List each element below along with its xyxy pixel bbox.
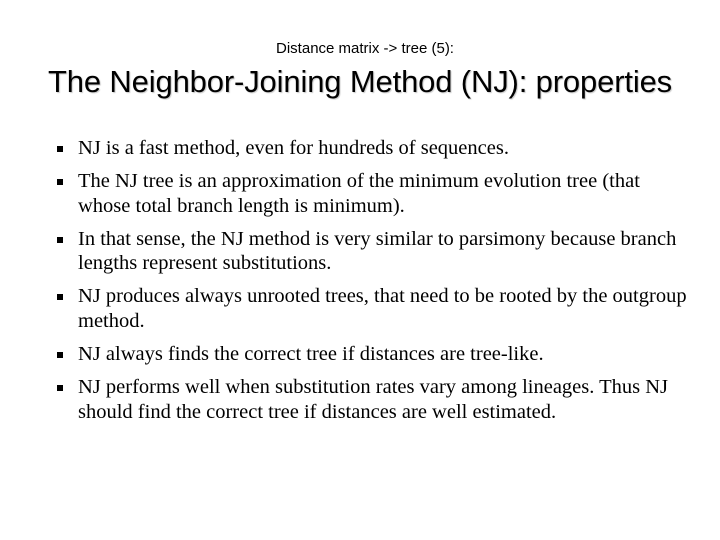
bullet-text: NJ performs well when substitution rates vary among lineages. Thus NJ should find the correct tree if distances are well estimated. (78, 376, 669, 423)
square-bullet-icon (57, 294, 63, 300)
bullet-item (41, 227, 691, 276)
bullet-list (41, 136, 691, 433)
bullet-text: In that sense, the NJ method is very similar to parsimony because branch lengths represent substitutions. (78, 227, 677, 275)
bullet-text: NJ always finds the correct tree if distances are tree-like. (78, 343, 544, 366)
bullet-item (41, 136, 691, 161)
square-bullet-icon (57, 385, 63, 391)
bullet-item (41, 375, 691, 424)
slide-title: The Neighbor-Joining Method (NJ): properties (47, 64, 673, 99)
bullet-item (41, 342, 691, 367)
bullet-text: NJ is a fast method, even for hundreds of sequences. (78, 137, 509, 159)
square-bullet-icon (57, 237, 63, 243)
square-bullet-icon (57, 352, 63, 358)
bullet-item (41, 284, 691, 333)
square-bullet-icon (57, 179, 63, 185)
slide-subtitle: Distance matrix -> tree (5): (276, 40, 454, 57)
square-bullet-icon (57, 146, 63, 152)
bullet-text: The NJ tree is an approximation of the minimum evolution tree (that whose total branch length is minimum). (78, 170, 640, 217)
bullet-item (41, 169, 691, 218)
bullet-text: NJ produces always unrooted trees, that need to be rooted by the outgroup method. (78, 285, 687, 333)
